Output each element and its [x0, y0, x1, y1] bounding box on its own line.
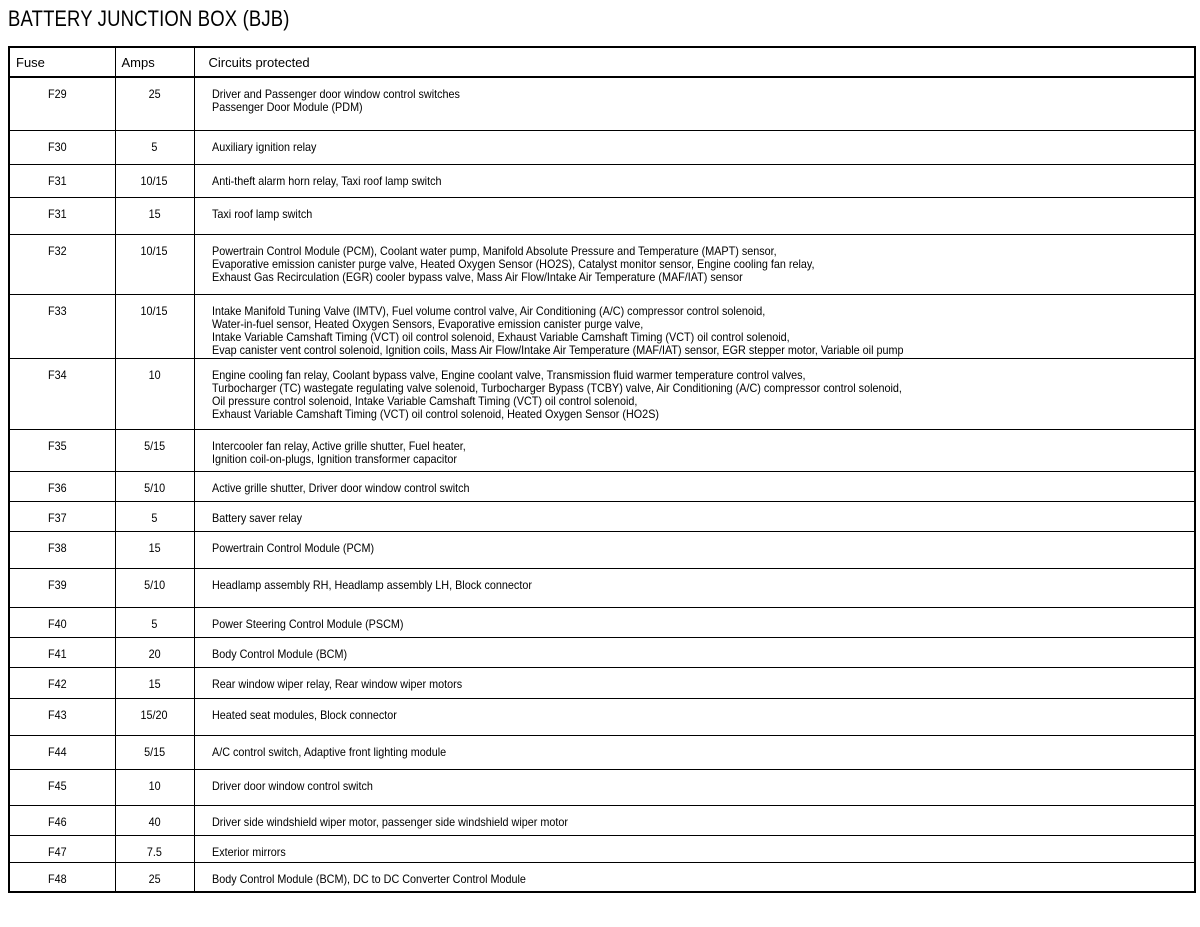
amps-value: 5/15	[143, 438, 166, 453]
amps-cell	[115, 805, 194, 835]
table-row	[9, 197, 1195, 234]
table-row	[9, 501, 1195, 531]
circuit-line: Intercooler fan relay, Active grille shutter, Fuel heater,	[211, 438, 466, 453]
amps-cell	[115, 429, 194, 471]
table-row	[9, 735, 1195, 769]
circuits-cell	[194, 607, 1195, 637]
table-row	[9, 637, 1195, 667]
table-row	[9, 294, 1195, 358]
circuits-cell	[194, 429, 1195, 471]
fuse-id: F31	[47, 173, 67, 188]
fuse-cell	[9, 862, 115, 892]
amps-value: 7.5	[146, 844, 163, 859]
amps-value: 5/10	[143, 480, 166, 495]
circuit-line: Water-in-fuel sensor, Heated Oxygen Sensors, Evaporative emission canister purge valve,	[211, 316, 643, 331]
fuse-id: F33	[47, 303, 67, 318]
circuit-line: Driver door window control switch	[211, 778, 373, 793]
circuits-cell	[194, 698, 1195, 735]
column-header-amps: Amps	[115, 47, 194, 77]
column-header-fuse: Fuse	[9, 47, 115, 77]
fuse-cell	[9, 164, 115, 197]
circuits-cell	[194, 358, 1195, 429]
amps-value: 5	[151, 510, 158, 525]
circuits-cell	[194, 769, 1195, 805]
table-row	[9, 835, 1195, 862]
amps-cell	[115, 197, 194, 234]
amps-cell	[115, 568, 194, 607]
fuse-cell	[9, 637, 115, 667]
amps-value: 10/15	[140, 243, 169, 258]
fuse-id: F37	[47, 510, 67, 525]
circuit-line: Power Steering Control Module (PSCM)	[211, 616, 403, 631]
amps-cell	[115, 735, 194, 769]
fuse-id: F39	[47, 577, 67, 592]
amps-cell	[115, 294, 194, 358]
fuse-cell	[9, 607, 115, 637]
fuse-id: F41	[47, 646, 67, 661]
circuits-cell	[194, 471, 1195, 501]
fuse-id: F40	[47, 616, 67, 631]
circuit-line: Rear window wiper relay, Rear window wiper motors	[211, 676, 462, 691]
fuse-cell	[9, 471, 115, 501]
amps-value: 15	[148, 206, 161, 221]
amps-cell	[115, 698, 194, 735]
table-row	[9, 769, 1195, 805]
fuse-cell	[9, 769, 115, 805]
table-row	[9, 698, 1195, 735]
table-row	[9, 531, 1195, 568]
circuits-cell	[194, 735, 1195, 769]
amps-cell	[115, 769, 194, 805]
circuit-line: Exhaust Variable Camshaft Timing (VCT) oil control solenoid, Heated Oxygen Sensor (HO2S)	[211, 406, 659, 421]
fuse-cell	[9, 429, 115, 471]
fuse-cell	[9, 698, 115, 735]
fuse-cell	[9, 531, 115, 568]
amps-cell	[115, 862, 194, 892]
circuit-line: Exterior mirrors	[211, 844, 286, 859]
circuits-cell	[194, 835, 1195, 862]
page-title: BATTERY JUNCTION BOX (BJB)	[8, 6, 290, 31]
circuit-line: Heated seat modules, Block connector	[211, 707, 397, 722]
fuse-cell	[9, 234, 115, 294]
amps-cell	[115, 164, 194, 197]
fuse-id: F35	[47, 438, 67, 453]
amps-value: 10/15	[140, 173, 169, 188]
amps-value: 10	[148, 367, 161, 382]
circuit-line: Evaporative emission canister purge valve, Heated Oxygen Sensor (HO2S), Catalyst monitor sensor, Engine cooling fan relay,	[211, 256, 815, 271]
fuse-cell	[9, 835, 115, 862]
circuits-cell	[194, 501, 1195, 531]
fuse-table	[8, 46, 1196, 893]
circuits-cell	[194, 568, 1195, 607]
circuit-line: Body Control Module (BCM), DC to DC Converter Control Module	[211, 871, 526, 886]
fuse-id: F45	[47, 778, 67, 793]
amps-cell	[115, 471, 194, 501]
table-row	[9, 471, 1195, 501]
amps-cell	[115, 667, 194, 698]
fuse-cell	[9, 130, 115, 164]
fuse-id: F38	[47, 540, 67, 555]
circuits-cell	[194, 164, 1195, 197]
circuit-line: A/C control switch, Adaptive front lighting module	[211, 744, 446, 759]
amps-cell	[115, 358, 194, 429]
amps-value: 5	[151, 139, 158, 154]
table-row	[9, 667, 1195, 698]
circuit-line: Battery saver relay	[211, 510, 302, 525]
circuits-cell	[194, 637, 1195, 667]
circuit-line: Active grille shutter, Driver door window control switch	[211, 480, 469, 495]
circuit-line: Headlamp assembly RH, Headlamp assembly LH, Block connector	[211, 577, 532, 592]
circuits-cell	[194, 130, 1195, 164]
fuse-cell	[9, 77, 115, 130]
circuit-line: Auxiliary ignition relay	[211, 139, 316, 154]
table-row	[9, 568, 1195, 607]
circuits-cell	[194, 667, 1195, 698]
column-header-circuits: Circuits protected	[194, 47, 1195, 77]
amps-cell	[115, 637, 194, 667]
fuse-cell	[9, 358, 115, 429]
table-row	[9, 862, 1195, 892]
circuit-line: Turbocharger (TC) wastegate regulating valve solenoid, Turbocharger Bypass (TCBY) valve, Air Conditioning (A/C) compressor control solenoid,	[211, 380, 902, 395]
fuse-id: F44	[47, 744, 67, 759]
circuit-line: Engine cooling fan relay, Coolant bypass valve, Engine coolant valve, Transmission fluid warmer temperature control valves,	[211, 367, 806, 382]
table-header-row	[9, 47, 1195, 77]
circuit-line: Passenger Door Module (PDM)	[211, 100, 363, 114]
table-row	[9, 805, 1195, 835]
amps-value: 15/20	[140, 707, 169, 722]
fuse-id: F48	[47, 871, 67, 886]
circuit-line: Driver and Passenger door window control switches	[211, 87, 460, 101]
amps-cell	[115, 835, 194, 862]
table-row	[9, 77, 1195, 130]
amps-value: 25	[148, 87, 161, 101]
fuse-cell	[9, 667, 115, 698]
fuse-cell	[9, 197, 115, 234]
fuse-id: F47	[47, 844, 67, 859]
circuit-line: Oil pressure control solenoid, Intake Variable Camshaft Timing (VCT) oil control solenoid,	[211, 393, 637, 408]
fuse-id: F29	[47, 87, 67, 101]
circuit-line: Intake Manifold Tuning Valve (IMTV), Fuel volume control valve, Air Conditioning (A/C) compressor control solenoid,	[211, 303, 765, 318]
circuit-line: Evap canister vent control solenoid, Ignition coils, Mass Air Flow/Intake Air Temperature (MAF/IAT) sensor, EGR stepper motor, Variable oil pump	[211, 342, 903, 357]
fuse-id: F30	[47, 139, 67, 154]
table-row	[9, 234, 1195, 294]
circuit-line: Powertrain Control Module (PCM)	[211, 540, 374, 555]
table-row	[9, 164, 1195, 197]
table-row	[9, 429, 1195, 471]
circuits-cell	[194, 862, 1195, 892]
fuse-id: F36	[47, 480, 67, 495]
circuits-cell	[194, 294, 1195, 358]
amps-cell	[115, 77, 194, 130]
circuit-line: Driver side windshield wiper motor, passenger side windshield wiper motor	[211, 814, 568, 829]
amps-value: 15	[148, 540, 161, 555]
amps-value: 10/15	[140, 303, 169, 318]
fuse-cell	[9, 501, 115, 531]
amps-value: 5/10	[143, 577, 166, 592]
amps-value: 15	[148, 676, 161, 691]
circuit-line: Ignition coil-on-plugs, Ignition transformer capacitor	[211, 451, 457, 466]
fuse-cell	[9, 568, 115, 607]
circuits-cell	[194, 234, 1195, 294]
circuit-line: Intake Variable Camshaft Timing (VCT) oil control solenoid, Exhaust Variable Camshaft Timing (VCT) oil control solenoid,	[211, 329, 790, 344]
fuse-id: F43	[47, 707, 67, 722]
amps-cell	[115, 501, 194, 531]
amps-cell	[115, 130, 194, 164]
circuits-cell	[194, 197, 1195, 234]
amps-value: 20	[148, 646, 161, 661]
table-body	[9, 77, 1195, 892]
circuit-line: Body Control Module (BCM)	[211, 646, 347, 661]
amps-cell	[115, 531, 194, 568]
amps-value: 40	[148, 814, 161, 829]
circuit-line: Taxi roof lamp switch	[211, 206, 312, 221]
fuse-id: F46	[47, 814, 67, 829]
table-row	[9, 130, 1195, 164]
fuse-id: F34	[47, 367, 67, 382]
fuse-id: F32	[47, 243, 67, 258]
fuse-id: F31	[47, 206, 67, 221]
circuits-cell	[194, 805, 1195, 835]
fuse-id: F42	[47, 676, 67, 691]
amps-value: 25	[148, 871, 161, 886]
table-row	[9, 607, 1195, 637]
circuits-cell	[194, 531, 1195, 568]
circuit-line: Exhaust Gas Recirculation (EGR) cooler bypass valve, Mass Air Flow/Intake Air Temperature (MAF/IAT) sensor	[211, 269, 743, 284]
circuits-cell	[194, 77, 1195, 130]
amps-value: 10	[148, 778, 161, 793]
amps-cell	[115, 234, 194, 294]
circuit-line: Powertrain Control Module (PCM), Coolant water pump, Manifold Absolute Pressure and Temperature (MAPT) sensor,	[211, 243, 777, 258]
amps-value: 5	[151, 616, 158, 631]
fuse-cell	[9, 294, 115, 358]
table-row	[9, 358, 1195, 429]
amps-cell	[115, 607, 194, 637]
amps-value: 5/15	[143, 744, 166, 759]
fuse-cell	[9, 735, 115, 769]
circuit-line: Anti-theft alarm horn relay, Taxi roof lamp switch	[211, 173, 441, 188]
fuse-cell	[9, 805, 115, 835]
